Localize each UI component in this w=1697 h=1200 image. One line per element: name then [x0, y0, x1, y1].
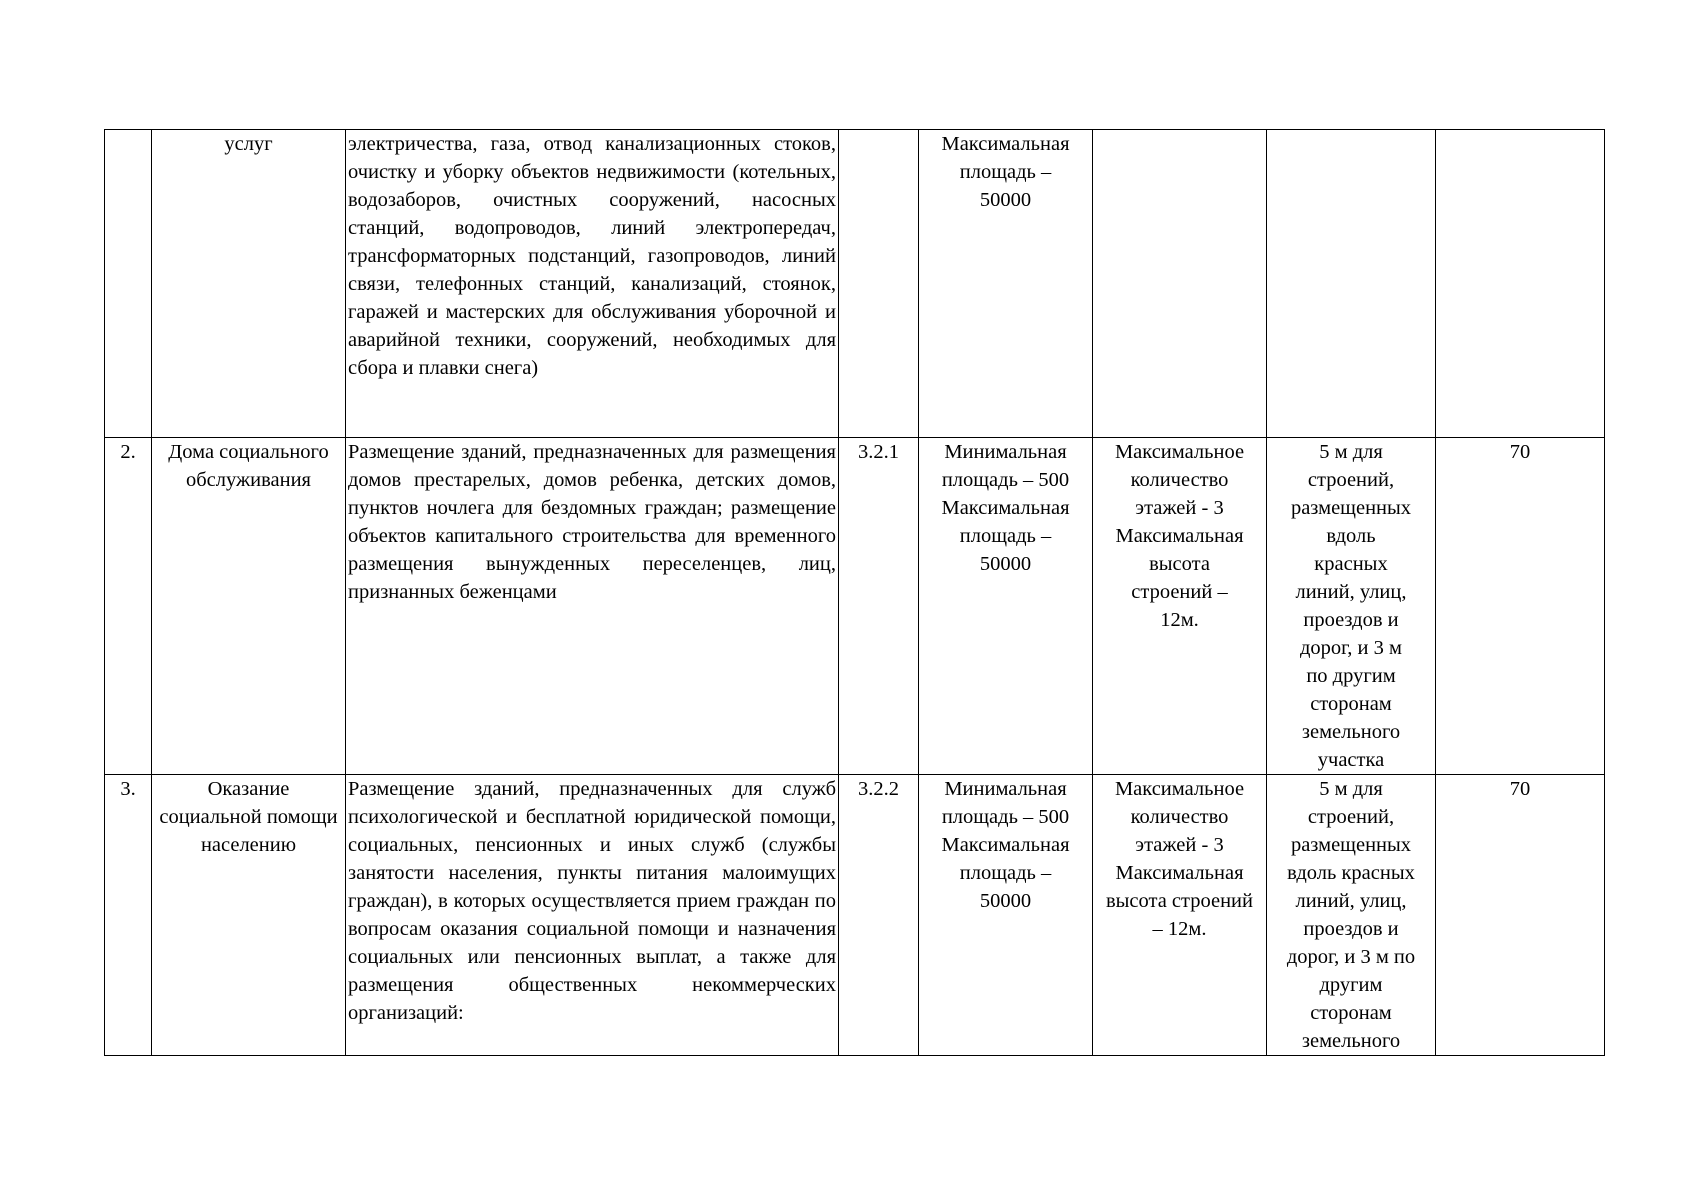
- table-row: [105, 130, 1605, 438]
- row-number: 2.: [105, 438, 152, 775]
- use-type-name: Дома социального обслуживания: [152, 438, 346, 775]
- building-params: Максимальное количество этажей - 3 Максимальная высота строений – 12м.: [1093, 438, 1267, 775]
- building-params: Максимальное количество этажей - 3 Максимальная высота строений – 12м.: [1093, 775, 1267, 1056]
- land-use-table: [104, 129, 1605, 1056]
- use-description: Размещение зданий, предназначенных для служб психологической и бесплатной юридической помощи, социальных, пенсионных и иных служб (службы занятости населения, пункты питания малоимущих граждан), в которых осуществляется прием граждан по вопросам оказания социальной помощи и назначения социальных или пенсионных выплат, а также для размещения общественных некоммерческих организаций:: [346, 775, 839, 1056]
- use-description: электричества, газа, отвод канализационных стоков, очистку и уборку объектов недвижимости (котельных, водозаборов, очистных сооружений, насосных станций, водопроводов, линий электропередач, трансформаторных подстанций, газопроводов, линий связи, телефонных станций, канализаций, стоянок, гаражей и мастерских для обслуживания уборочной и аварийной техники, сооружений, необходимых для сбора и плавки снега): [346, 130, 839, 438]
- use-type-name: Оказание социальной помощи населению: [152, 775, 346, 1056]
- plot-area: Максимальная площадь – 50000: [919, 130, 1093, 438]
- row-number: [105, 130, 152, 438]
- table-row: [105, 438, 1605, 775]
- setback-distance: 5 м для строений, размещенных вдоль красных линий, улиц, проездов и дорог, и 3 м по другим сторонам земельного: [1267, 775, 1436, 1056]
- building-params: [1093, 130, 1267, 438]
- use-type-name: услуг: [152, 130, 346, 438]
- use-description: Размещение зданий, предназначенных для размещения домов престарелых, домов ребенка, детских домов, пунктов ночлега для бездомных граждан; размещение объектов капитального строительства для временного размещения вынужденных переселенцев, лиц, признанных беженцами: [346, 438, 839, 775]
- coverage-percent: 70: [1436, 438, 1605, 775]
- plot-area: Минимальная площадь – 500 Максимальная площадь – 50000: [919, 438, 1093, 775]
- use-code: 3.2.2: [839, 775, 919, 1056]
- coverage-percent: [1436, 130, 1605, 438]
- use-code: 3.2.1: [839, 438, 919, 775]
- use-code: [839, 130, 919, 438]
- setback-distance: [1267, 130, 1436, 438]
- setback-distance: 5 м для строений, размещенных вдоль красных линий, улиц, проездов и дорог, и 3 м по другим сторонам земельного участка: [1267, 438, 1436, 775]
- coverage-percent: 70: [1436, 775, 1605, 1056]
- row-number: 3.: [105, 775, 152, 1056]
- table-row: [105, 775, 1605, 1056]
- plot-area: Минимальная площадь – 500 Максимальная площадь – 50000: [919, 775, 1093, 1056]
